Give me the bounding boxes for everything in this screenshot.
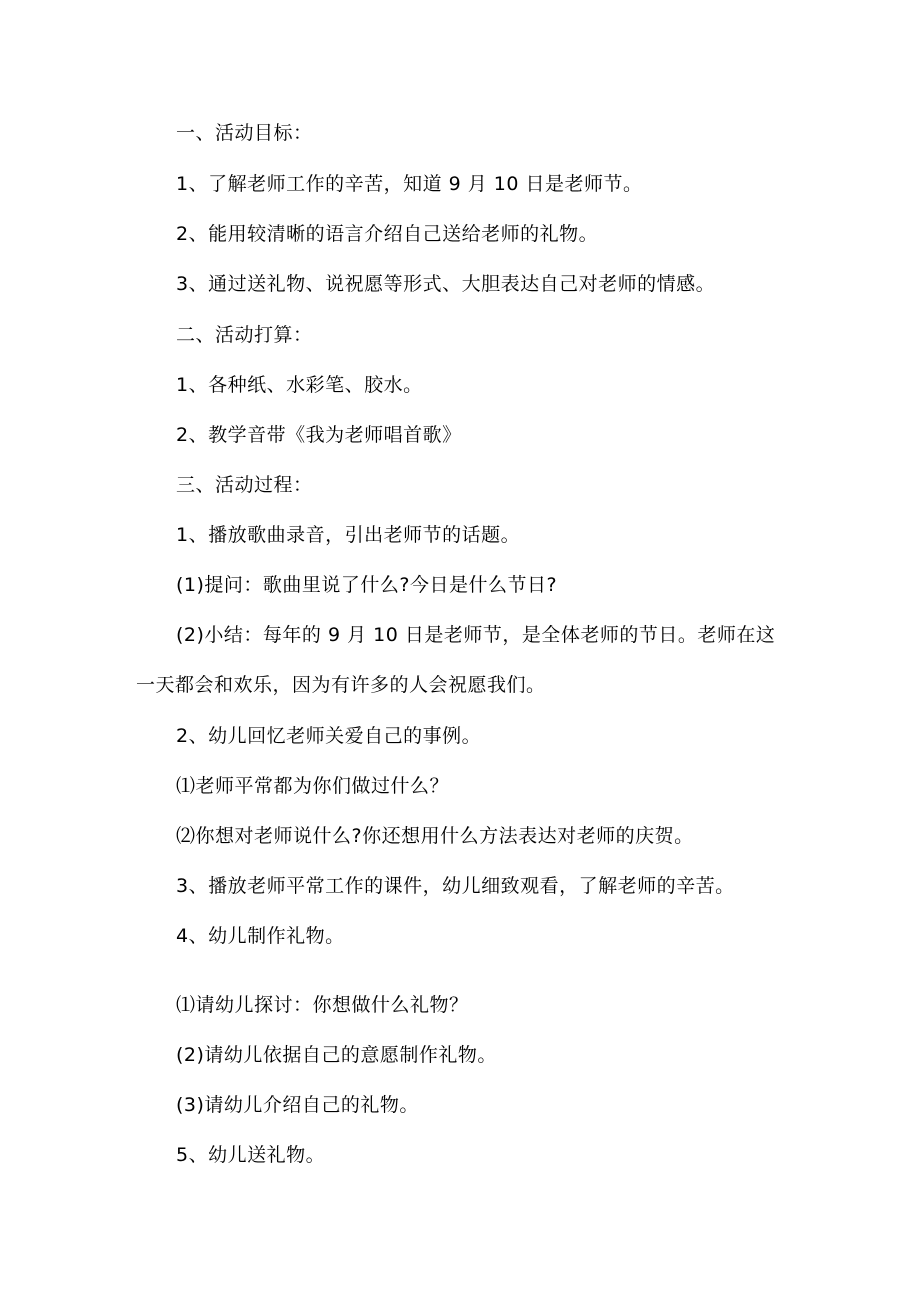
process-step-1-sub-1: (1)提问：歌曲里说了什么?今日是什么节日? bbox=[176, 574, 558, 596]
process-step-2-sub-2: ⑵你想对老师说什么?你还想用什么方法表达对老师的庆贺。 bbox=[176, 825, 694, 847]
process-step-4-sub-3: (3)请幼儿介绍自己的礼物。 bbox=[176, 1094, 419, 1116]
process-step-1: 1、播放歌曲录音，引出老师节的话题。 bbox=[176, 524, 521, 546]
goal-item-1: 1、了解老师工作的辛苦，知道 9 月 10 日是老师节。 bbox=[176, 173, 643, 195]
process-step-1-sub-2-cont: 一天都会和欢乐，因为有许多的人会祝愿我们。 bbox=[136, 674, 546, 696]
preparation-item-2: 2、教学音带《我为老师唱首歌》 bbox=[176, 424, 462, 446]
section-heading-preparation: 二、活动打算： bbox=[176, 324, 313, 346]
process-step-2: 2、幼儿回忆老师关爱自己的事例。 bbox=[176, 725, 482, 747]
preparation-item-1: 1、各种纸、水彩笔、胶水。 bbox=[176, 374, 423, 396]
process-step-4: 4、幼儿制作礼物。 bbox=[176, 925, 345, 947]
process-step-3: 3、播放老师平常工作的课件，幼儿细致观看，了解老师的辛苦。 bbox=[176, 875, 735, 897]
process-step-4-sub-2: (2)请幼儿依据自己的意愿制作礼物。 bbox=[176, 1044, 497, 1066]
process-step-1-sub-2: (2)小结：每年的 9 月 10 日是老师节，是全体老师的节日。老师在这 bbox=[176, 624, 776, 646]
goal-item-2: 2、能用较清晰的语言介绍自己送给老师的礼物。 bbox=[176, 223, 599, 245]
process-step-2-sub-1: ⑴老师平常都为你们做过什么？ bbox=[176, 775, 450, 797]
goal-item-3: 3、通过送礼物、说祝愿等形式、大胆表达自己对老师的情感。 bbox=[176, 273, 716, 295]
process-step-5: 5、幼儿送礼物。 bbox=[176, 1144, 326, 1166]
section-heading-goals: 一、活动目标： bbox=[176, 122, 313, 144]
process-step-4-sub-1: ⑴请幼儿探讨：你想做什么礼物？ bbox=[176, 994, 469, 1016]
section-heading-process: 三、活动过程： bbox=[176, 474, 313, 496]
